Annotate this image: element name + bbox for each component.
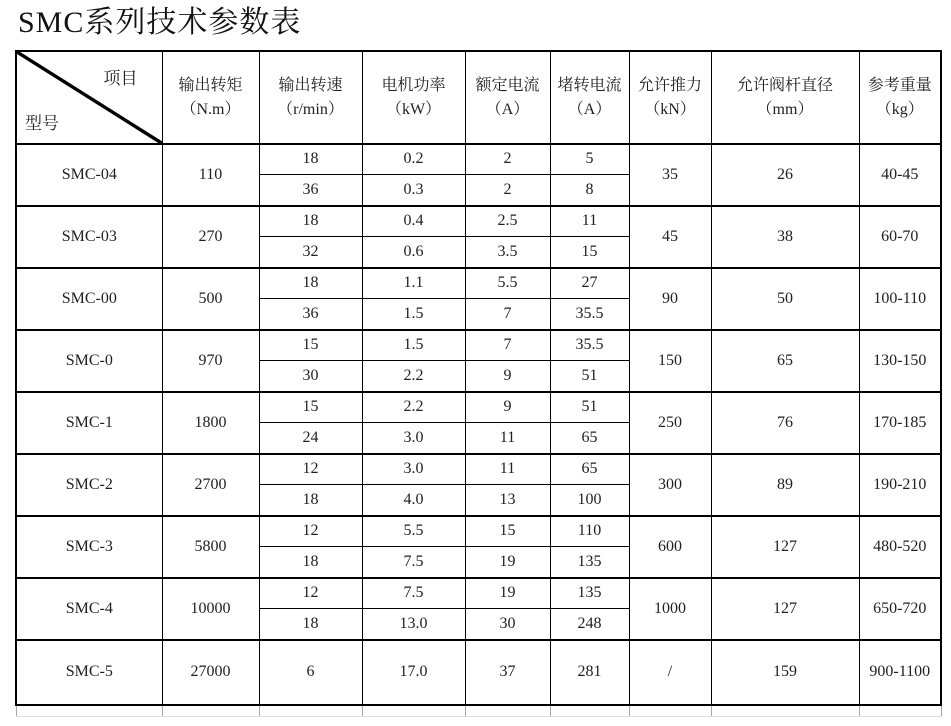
stem-diameter-cell: 38 (711, 206, 859, 268)
rated-current-cell: 37 (465, 640, 550, 705)
col-header-label: 输出转矩 (178, 76, 243, 94)
model-cell: SMC-0 (16, 330, 162, 392)
thrust-cell: 150 (629, 330, 711, 392)
torque-cell: 27000 (162, 640, 259, 705)
speed-cell: 18 (259, 547, 362, 578)
col-header-unit: （A） (485, 100, 530, 118)
model-cell: SMC-00 (16, 268, 162, 330)
col-header-unit: （kg） (875, 100, 924, 118)
rated-current-cell: 13 (465, 485, 550, 516)
rated-current-cell: 7 (465, 299, 550, 330)
col-header-unit: （A） (567, 100, 612, 118)
col-header-label: 允许推力 (637, 76, 702, 94)
power-cell: 2.2 (362, 361, 465, 392)
stall-current-cell: 51 (550, 361, 629, 392)
col-header-unit: （N.m） (180, 100, 241, 118)
table-body (16, 144, 941, 717)
table-row (16, 144, 941, 175)
stem-diameter-cell: 26 (711, 144, 859, 206)
speed-cell: 12 (259, 578, 362, 609)
power-cell: 1.1 (362, 268, 465, 299)
speed-cell: 12 (259, 454, 362, 485)
power-cell: 1.5 (362, 299, 465, 330)
torque-cell: 1800 (162, 392, 259, 454)
col-header-label: 允许阀杆直径 (736, 76, 833, 94)
col-header-label: 额定电流 (475, 76, 540, 94)
thrust-cell: / (629, 640, 711, 705)
rated-current-cell: 11 (465, 454, 550, 485)
table-row (16, 206, 941, 237)
rated-current-cell: 9 (465, 361, 550, 392)
stem-diameter-cell: 76 (711, 392, 859, 454)
model-cell: SMC-2 (16, 454, 162, 516)
col-header-rated-current (465, 51, 550, 144)
cutoff-row-stub (16, 705, 941, 717)
model-cell: SMC-4 (16, 578, 162, 640)
rated-current-cell: 15 (465, 516, 550, 547)
weight-cell: 100-110 (859, 268, 941, 330)
stall-current-cell: 51 (550, 392, 629, 423)
stem-diameter-cell: 65 (711, 330, 859, 392)
stall-current-cell: 35.5 (550, 330, 629, 361)
cutoff-stub-cell (362, 705, 465, 717)
col-header-output-speed (259, 51, 362, 144)
power-cell: 0.3 (362, 175, 465, 206)
speed-cell: 18 (259, 268, 362, 299)
stall-current-cell: 100 (550, 485, 629, 516)
col-header-output-torque (162, 51, 259, 144)
stall-current-cell: 65 (550, 423, 629, 454)
model-cell: SMC-1 (16, 392, 162, 454)
rated-current-cell: 7 (465, 330, 550, 361)
table-row (16, 454, 941, 485)
thrust-cell: 35 (629, 144, 711, 206)
col-header-unit: （r/min） (277, 100, 344, 118)
rated-current-cell: 2.5 (465, 206, 550, 237)
power-cell: 5.5 (362, 516, 465, 547)
speed-cell: 6 (259, 640, 362, 705)
thrust-cell: 45 (629, 206, 711, 268)
power-cell: 4.0 (362, 485, 465, 516)
weight-cell: 60-70 (859, 206, 941, 268)
stall-current-cell: 8 (550, 175, 629, 206)
weight-cell: 40-45 (859, 144, 941, 206)
power-cell: 0.6 (362, 237, 465, 268)
thrust-cell: 90 (629, 268, 711, 330)
model-cell: SMC-04 (16, 144, 162, 206)
power-cell: 7.5 (362, 547, 465, 578)
cutoff-stub-cell (465, 705, 550, 717)
cutoff-stub-cell (550, 705, 629, 717)
table-row (16, 268, 941, 299)
speed-cell: 30 (259, 361, 362, 392)
power-cell: 17.0 (362, 640, 465, 705)
corner-label-item: 项目 (103, 68, 138, 88)
rated-current-cell: 3.5 (465, 237, 550, 268)
col-header-label: 堵转电流 (557, 76, 622, 94)
col-header-label: 参考重量 (867, 76, 932, 94)
col-header-stem-diameter (711, 51, 859, 144)
rated-current-cell: 5.5 (465, 268, 550, 299)
col-header-unit: （kW） (385, 100, 442, 118)
stall-current-cell: 248 (550, 609, 629, 640)
rated-current-cell: 2 (465, 144, 550, 175)
torque-cell: 2700 (162, 454, 259, 516)
col-header-reference-weight (859, 51, 941, 144)
stall-current-cell: 65 (550, 454, 629, 485)
power-cell: 7.5 (362, 578, 465, 609)
stall-current-cell: 135 (550, 547, 629, 578)
stall-current-cell: 35.5 (550, 299, 629, 330)
power-cell: 2.2 (362, 392, 465, 423)
stem-diameter-cell: 159 (711, 640, 859, 705)
rated-current-cell: 9 (465, 392, 550, 423)
speed-cell: 24 (259, 423, 362, 454)
speed-cell: 18 (259, 144, 362, 175)
weight-cell: 650-720 (859, 578, 941, 640)
thrust-cell: 1000 (629, 578, 711, 640)
torque-cell: 110 (162, 144, 259, 206)
torque-cell: 500 (162, 268, 259, 330)
cutoff-stub-cell (629, 705, 711, 717)
speed-cell: 15 (259, 392, 362, 423)
torque-cell: 10000 (162, 578, 259, 640)
power-cell: 0.4 (362, 206, 465, 237)
speed-cell: 36 (259, 299, 362, 330)
table-row (16, 392, 941, 423)
stem-diameter-cell: 127 (711, 516, 859, 578)
torque-cell: 270 (162, 206, 259, 268)
cutoff-stub-cell (162, 705, 259, 717)
spec-table (15, 50, 942, 718)
table-row (16, 578, 941, 609)
speed-cell: 15 (259, 330, 362, 361)
table-row (16, 640, 941, 705)
stem-diameter-cell: 127 (711, 578, 859, 640)
stall-current-cell: 135 (550, 578, 629, 609)
col-header-motor-power (362, 51, 465, 144)
stall-current-cell: 281 (550, 640, 629, 705)
speed-cell: 32 (259, 237, 362, 268)
col-header-label: 电机功率 (381, 76, 446, 94)
stall-current-cell: 27 (550, 268, 629, 299)
weight-cell: 190-210 (859, 454, 941, 516)
speed-cell: 18 (259, 609, 362, 640)
stall-current-cell: 110 (550, 516, 629, 547)
model-cell: SMC-3 (16, 516, 162, 578)
thrust-cell: 250 (629, 392, 711, 454)
speed-cell: 18 (259, 485, 362, 516)
torque-cell: 970 (162, 330, 259, 392)
weight-cell: 900-1100 (859, 640, 941, 705)
col-header-allowable-thrust (629, 51, 711, 144)
col-header-label: 输出转速 (278, 76, 343, 94)
stem-diameter-cell: 50 (711, 268, 859, 330)
cutoff-stub-cell (859, 705, 941, 717)
page-title: SMC系列技术参数表 (18, 6, 302, 39)
model-cell: SMC-03 (16, 206, 162, 268)
cutoff-stub-cell (16, 705, 162, 717)
power-cell: 13.0 (362, 609, 465, 640)
torque-cell: 5800 (162, 516, 259, 578)
speed-cell: 12 (259, 516, 362, 547)
rated-current-cell: 2 (465, 175, 550, 206)
rated-current-cell: 19 (465, 547, 550, 578)
power-cell: 0.2 (362, 144, 465, 175)
power-cell: 3.0 (362, 423, 465, 454)
power-cell: 1.5 (362, 330, 465, 361)
model-cell: SMC-5 (16, 640, 162, 705)
weight-cell: 480-520 (859, 516, 941, 578)
stall-current-cell: 11 (550, 206, 629, 237)
stall-current-cell: 5 (550, 144, 629, 175)
cutoff-stub-cell (711, 705, 859, 717)
table-row (16, 516, 941, 547)
stem-diameter-cell: 89 (711, 454, 859, 516)
corner-header-cell (16, 51, 162, 144)
col-header-stall-current (550, 51, 629, 144)
weight-cell: 170-185 (859, 392, 941, 454)
rated-current-cell: 30 (465, 609, 550, 640)
corner-label-model: 型号 (25, 113, 59, 133)
col-header-unit: （mm） (756, 100, 814, 118)
speed-cell: 36 (259, 175, 362, 206)
cutoff-stub-cell (259, 705, 362, 717)
rated-current-cell: 11 (465, 423, 550, 454)
thrust-cell: 600 (629, 516, 711, 578)
thrust-cell: 300 (629, 454, 711, 516)
weight-cell: 130-150 (859, 330, 941, 392)
table-row (16, 330, 941, 361)
col-header-unit: （kN） (644, 100, 696, 118)
stall-current-cell: 15 (550, 237, 629, 268)
speed-cell: 18 (259, 206, 362, 237)
power-cell: 3.0 (362, 454, 465, 485)
header-row (16, 51, 941, 144)
table-header (16, 51, 941, 144)
rated-current-cell: 19 (465, 578, 550, 609)
